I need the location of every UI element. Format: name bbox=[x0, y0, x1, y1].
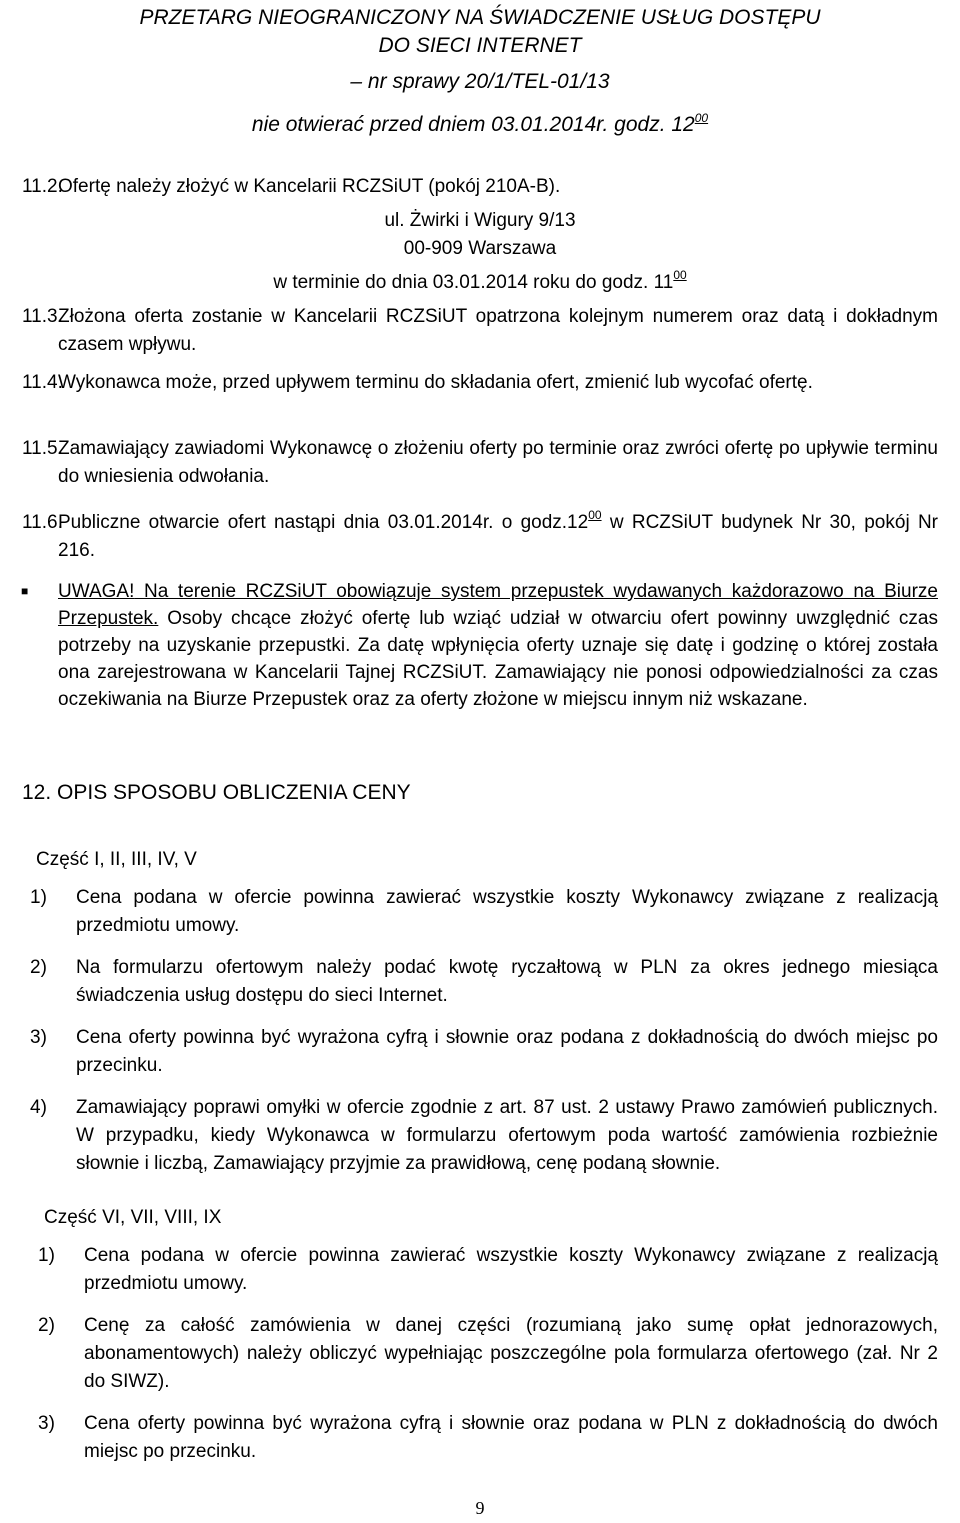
list-item: 1) Cena podana w ofercie powinna zawierać wszystkie koszty Wykonawcy związane z realizacją przedmiotu umowy. bbox=[30, 887, 938, 936]
notice-label: UWAGA! bbox=[58, 581, 135, 602]
address-city: 00-909 Warszawa bbox=[403, 238, 557, 259]
paragraph-11-3: 11.3.Złożona oferta zostanie w Kancelarii RCZSiUT opatrzona kolejnym numerem oraz datą i dokładnym czasem wpływu. bbox=[22, 306, 938, 355]
paragraph-number: 11.2. bbox=[22, 176, 63, 197]
list-item: 3) Cena oferty powinna być wyrażona cyfrą i słownie oraz podana w PLN z dokładnością do dwóch miejsc po przecinku. bbox=[38, 1413, 938, 1462]
header-title-line1: PRZETARG NIEOGRANICZONY NA ŚWIADCZENIE USŁUG DOSTĘPU bbox=[139, 6, 821, 29]
list-item: 2) Na formularzu ofertowym należy podać kwotę ryczałtową w PLN za okres jednego miesiąca świadczenia usług dostępu do sieci Internet. bbox=[30, 957, 938, 1006]
part1-list bbox=[30, 884, 938, 1178]
list-item: 3) Cena oferty powinna być wyrażona cyfrą i słownie oraz podana z dokładnością do dwóch miejsc po przecinku. bbox=[30, 1027, 938, 1076]
paragraph-11-5: 11.5.Zamawiający zawiadomi Wykonawcę o złożeniu oferty po terminie oraz zwróci ofertę po upływie terminu do wniesienia odwołania. bbox=[22, 438, 938, 487]
address-street: ul. Żwirki i Wigury 9/13 bbox=[384, 210, 576, 231]
list-item: 1) Cena podana w ofercie powinna zawierać wszystkie koszty Wykonawcy związane z realizacją przedmiotu umowy. bbox=[38, 1245, 938, 1294]
case-number: – nr sprawy 20/1/TEL-01/13 bbox=[350, 70, 610, 93]
do-not-open-notice: nie otwierać przed dniem 03.01.2014r. godz. $12^{00}$ bbox=[251, 111, 709, 136]
paragraph-11-4: 11.4.Wykonawca może, przed upływem terminu do składania ofert, zmienić lub wycofać ofertę. bbox=[22, 372, 813, 393]
bullet-square-icon: ■ bbox=[21, 584, 29, 598]
list-item: 4) Zamawiający poprawi omyłki w ofercie zgodnie z art. 87 ust. 2 ustawy Prawo zamówień publicznych. W przypadku, kiedy Wykonawca w formularzu ofertowym poda wartość zamówienia rozbieżnie słownie i liczbą, Zamawiający przyjmie za prawidłową, cenę podaną słownie. bbox=[30, 1097, 938, 1174]
part-heading-2: Część VI, VII, VIII, IX bbox=[44, 1207, 222, 1228]
part2-list bbox=[38, 1242, 938, 1466]
list-item: 2) Cenę za całość zamówienia w danej części (rozumianą jako sumę opłat jednorazowych, abonamentowych) należy obliczyć wypełniając poszczególne pola formularza ofertowego (zał. Nr 2 do SIWZ). bbox=[38, 1315, 938, 1392]
paragraph-11-2: 11.2.Ofertę należy złożyć w Kancelarii RCZSiUT (pokój 210A-B). bbox=[22, 173, 938, 201]
part-heading-1: Część I, II, III, IV, V bbox=[36, 849, 197, 870]
page-number: 9 bbox=[475, 1498, 485, 1518]
header-title-line2: DO SIECI INTERNET bbox=[378, 34, 582, 57]
pass-notice: ■ UWAGA! Na terenie RCZSiUT obowiązuje system przepustek wydawanych każdorazowo na Biurze Przepustek. Osoby chcące złożyć ofertę lub wziąć udział w otwarciu ofert powinny uwzględnić czas potrzeby na uzyskanie przepustki. Za datę wpłynięcia oferty uznaje się datę i godzinę o której została ona zarejestrowana w Kancelarii Tajnej RCZSiUT. Zamawiający nie ponosi odpowiedzialności za czas oczekiwania na Biurze Przepustek oraz za oferty złożone w miejscu innym niż wskazane. bbox=[22, 578, 938, 713]
paragraph-11-6: 11.6.Publiczne otwarcie ofert nastąpi dnia 03.01.2014r. o $godz.12^{00}$ w RCZSiUT budynek Nr 30, pokój Nr 216. bbox=[22, 508, 938, 561]
section-12-title: 12. OPIS SPOSOBU OBLICZENIA CENY bbox=[22, 781, 411, 804]
submission-deadline: w terminie do dnia 03.01.2014 roku do godz. $11^{00}$ bbox=[273, 268, 687, 293]
